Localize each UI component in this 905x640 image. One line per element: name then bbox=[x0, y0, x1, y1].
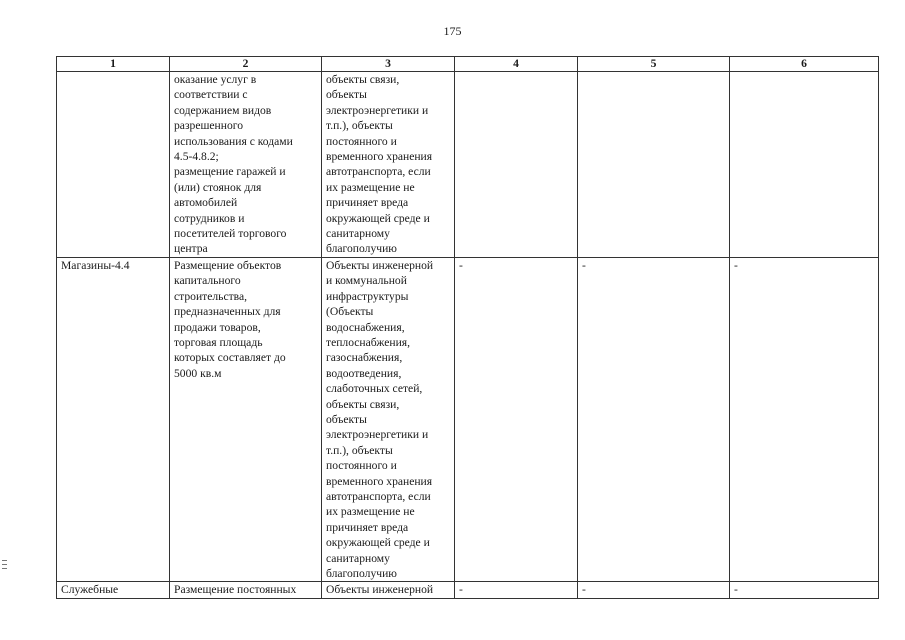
cell-text: Размещение постоянных bbox=[174, 583, 297, 597]
table-cell-col6 bbox=[730, 582, 879, 598]
table-row bbox=[57, 582, 879, 598]
cell-text: объекты связи, объекты электроэнергетики и т.п.), объекты постоянного и временного хранения автотранспорта, если их размещение не причиняет вреда окружающей среде и санитарному благополучию bbox=[326, 73, 433, 256]
table-cell-description bbox=[170, 257, 322, 582]
cell-text: - bbox=[459, 583, 463, 597]
edge-mark bbox=[2, 568, 7, 569]
column-header-5: 5 bbox=[578, 57, 730, 72]
column-header-2: 2 bbox=[170, 57, 322, 72]
table-cell-auxiliary-objects bbox=[322, 72, 455, 258]
cell-text: - bbox=[582, 583, 586, 597]
table-cell-description bbox=[170, 72, 322, 258]
cell-text: Объекты инженерной и коммунальной инфраструктуры (Объекты водоснабжения, теплоснабжения, газоснабжения, водоотведения, слаботочных сетей, объекты связи, объекты электроэнергетики и т.п.), объекты постоянного и временного хранения автотранспорта, если их размещение не причиняет вреда окружающей среде и санитарному благополучию bbox=[326, 258, 434, 580]
column-header-3: 3 bbox=[322, 57, 455, 72]
table-cell-col5 bbox=[578, 582, 730, 598]
regulations-table bbox=[56, 56, 879, 599]
column-header-6: 6 bbox=[730, 57, 879, 72]
column-header-1: 1 bbox=[57, 57, 170, 72]
cell-text: - bbox=[582, 258, 586, 272]
table-cell-description bbox=[170, 582, 322, 598]
table-cell-col6 bbox=[730, 72, 879, 258]
table-cell-use-type bbox=[57, 582, 170, 598]
scan-edge-marks bbox=[2, 560, 8, 572]
cell-text: Служебные bbox=[61, 583, 119, 597]
table-cell-col5 bbox=[578, 72, 730, 258]
column-header-4: 4 bbox=[455, 57, 578, 72]
table-cell-use-type bbox=[57, 257, 170, 582]
table-cell-auxiliary-objects bbox=[322, 582, 455, 598]
cell-text: Размещение объектов капитального строительства, предназначенных для продажи товаров, торговая площадь которых составляет до 5000 кв.м bbox=[174, 258, 286, 380]
table-row bbox=[57, 257, 879, 582]
table-cell-use-type bbox=[57, 72, 170, 258]
table-cell-col6 bbox=[730, 257, 879, 582]
edge-mark bbox=[2, 560, 7, 561]
table-cell-col4 bbox=[455, 72, 578, 258]
table-header-row bbox=[57, 57, 879, 72]
cell-text: оказание услуг в соответствии с содержанием видов разрешенного использования с кодами 4.5-4.8.2; размещение гаражей и (или) стоянок для автомобилей сотрудников и посетителей торгового центра bbox=[174, 73, 293, 256]
cell-text: - bbox=[734, 258, 738, 272]
cell-text: Магазины-4.4 bbox=[61, 258, 130, 272]
page-number: 175 bbox=[443, 24, 462, 38]
table-row bbox=[57, 72, 879, 258]
edge-mark bbox=[2, 564, 7, 565]
cell-text: Объекты инженерной bbox=[326, 583, 434, 597]
cell-text: - bbox=[459, 258, 463, 272]
table-cell-col5 bbox=[578, 257, 730, 582]
table-cell-col4 bbox=[455, 257, 578, 582]
table-cell-col4 bbox=[455, 582, 578, 598]
cell-text: - bbox=[734, 583, 738, 597]
table-cell-auxiliary-objects bbox=[322, 257, 455, 582]
